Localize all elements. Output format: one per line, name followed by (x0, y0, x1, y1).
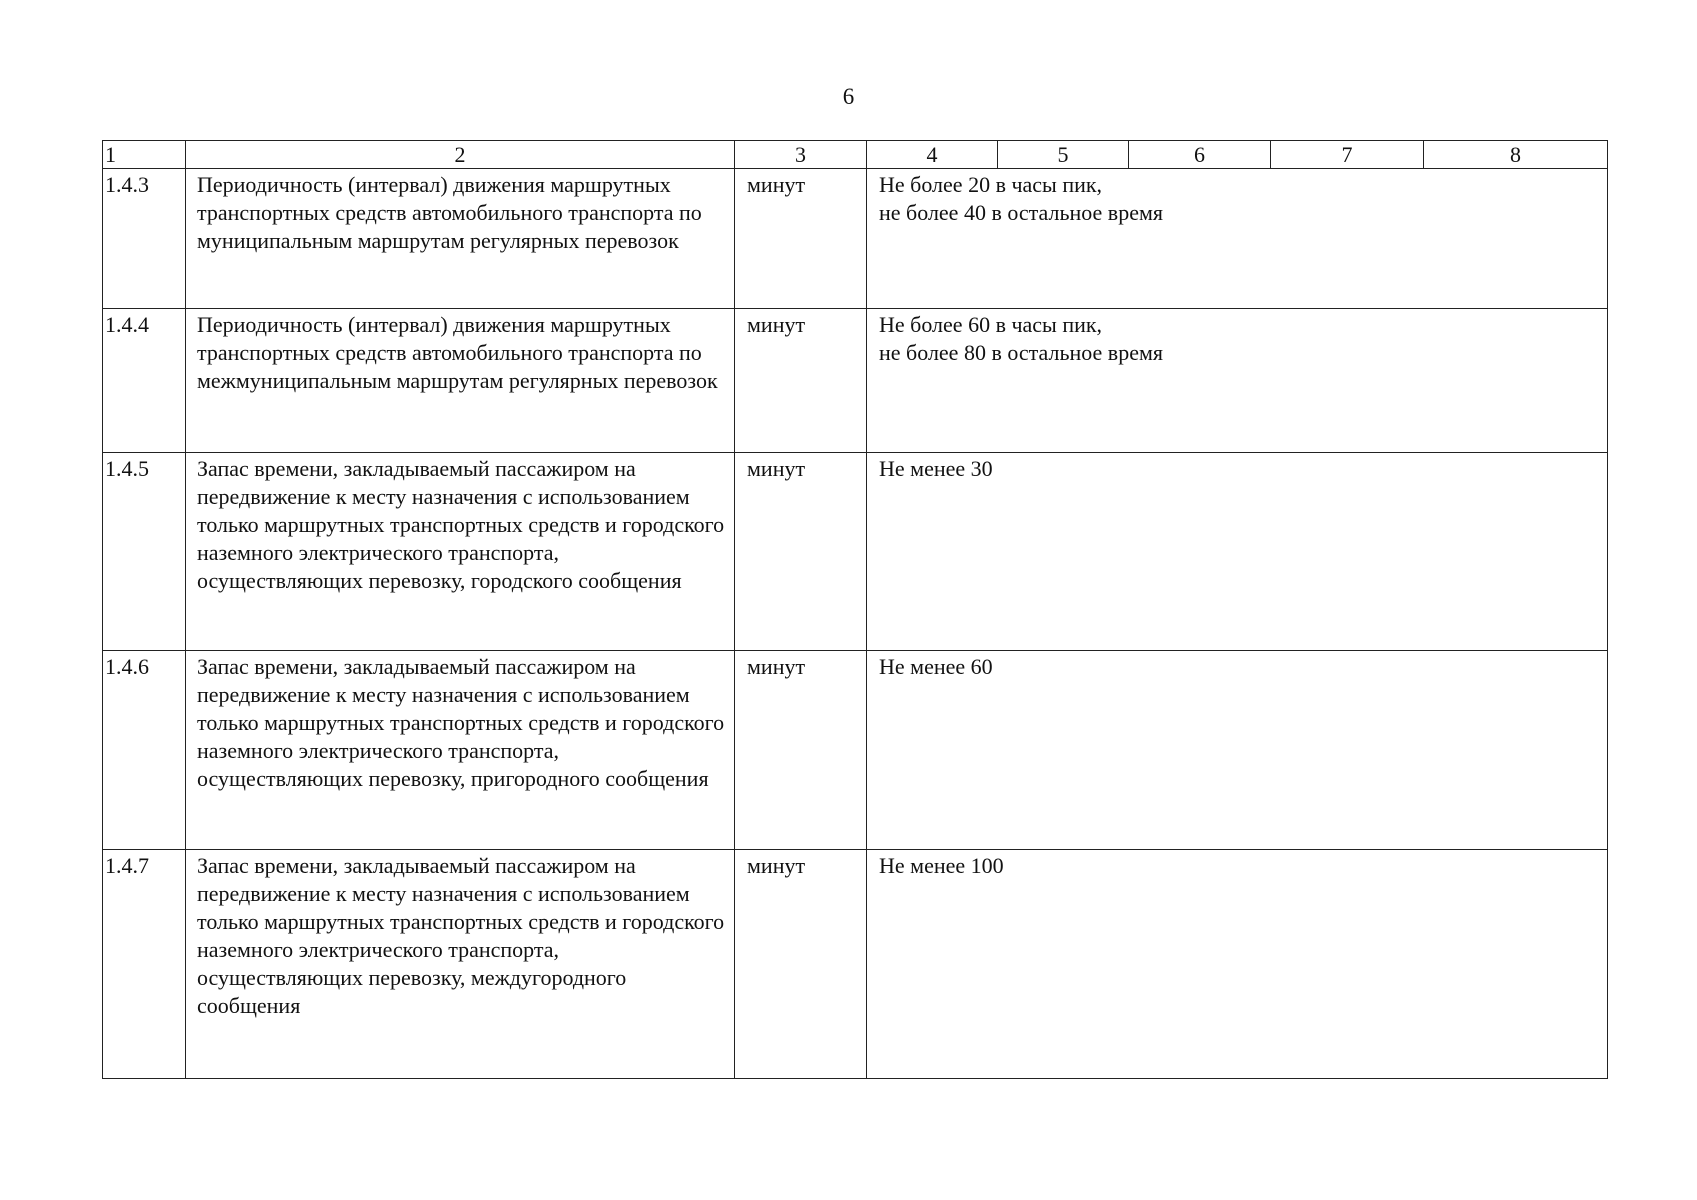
row-unit: минут (735, 309, 867, 453)
row-number: 1.4.4 (103, 309, 186, 453)
page-number: 6 (842, 84, 855, 109)
row-number: 1.4.7 (103, 850, 186, 1079)
column-header-7: 7 (1271, 141, 1424, 169)
row-description: Запас времени, закладываемый пассажиром на передвижение к месту назначения с использованием только маршрутных транспортных средств и городского наземного электрического транспорта, осуществляющих перевозку, городского сообщения (186, 453, 735, 651)
column-header-4: 4 (867, 141, 998, 169)
table-row (103, 453, 1608, 651)
table-row (103, 169, 1608, 309)
table-row (103, 651, 1608, 850)
row-number: 1.4.3 (103, 169, 186, 309)
row-number: 1.4.5 (103, 453, 186, 651)
column-header-2: 2 (186, 141, 735, 169)
row-value-line: Не более 20 в часы пик, (879, 172, 1103, 197)
row-value (867, 651, 1608, 850)
row-description: Периодичность (интервал) движения маршрутных транспортных средств автомобильного транспорта по муниципальным маршрутам регулярных перевозок (186, 169, 735, 309)
column-header-1: 1 (103, 141, 186, 169)
row-value-line: Не менее 30 (879, 456, 993, 481)
row-unit: минут (735, 169, 867, 309)
column-header-8: 8 (1424, 141, 1608, 169)
row-value (867, 453, 1608, 651)
row-value-line: Не более 60 в часы пик, (879, 312, 1103, 337)
row-unit: минут (735, 651, 867, 850)
row-value-line: Не менее 60 (879, 654, 993, 679)
row-description: Запас времени, закладываемый пассажиром на передвижение к месту назначения с использованием только маршрутных транспортных средств и городского наземного электрического транспорта, осуществляющих перевозку, междугородного сообщения (186, 850, 735, 1079)
standards-table (102, 140, 1608, 1079)
row-description: Запас времени, закладываемый пассажиром на передвижение к месту назначения с использованием только маршрутных транспортных средств и городского наземного электрического транспорта, осуществляющих перевозку, пригородного сообщения (186, 651, 735, 850)
row-number: 1.4.6 (103, 651, 186, 850)
row-value (867, 309, 1608, 453)
column-header-5: 5 (998, 141, 1129, 169)
row-value (867, 850, 1608, 1079)
row-unit: минут (735, 453, 867, 651)
row-value-line: Не менее 100 (879, 853, 1004, 878)
column-number-header-row (103, 141, 1608, 169)
column-header-3: 3 (735, 141, 867, 169)
row-value-line: не более 80 в остальное время (879, 340, 1164, 365)
table-row (103, 850, 1608, 1079)
row-value-line: не более 40 в остальное время (879, 200, 1164, 225)
row-value (867, 169, 1608, 309)
column-header-6: 6 (1129, 141, 1271, 169)
table-row (103, 309, 1608, 453)
row-unit: минут (735, 850, 867, 1079)
row-description: Периодичность (интервал) движения маршрутных транспортных средств автомобильного транспорта по межмуниципальным маршрутам регулярных перевозок (186, 309, 735, 453)
